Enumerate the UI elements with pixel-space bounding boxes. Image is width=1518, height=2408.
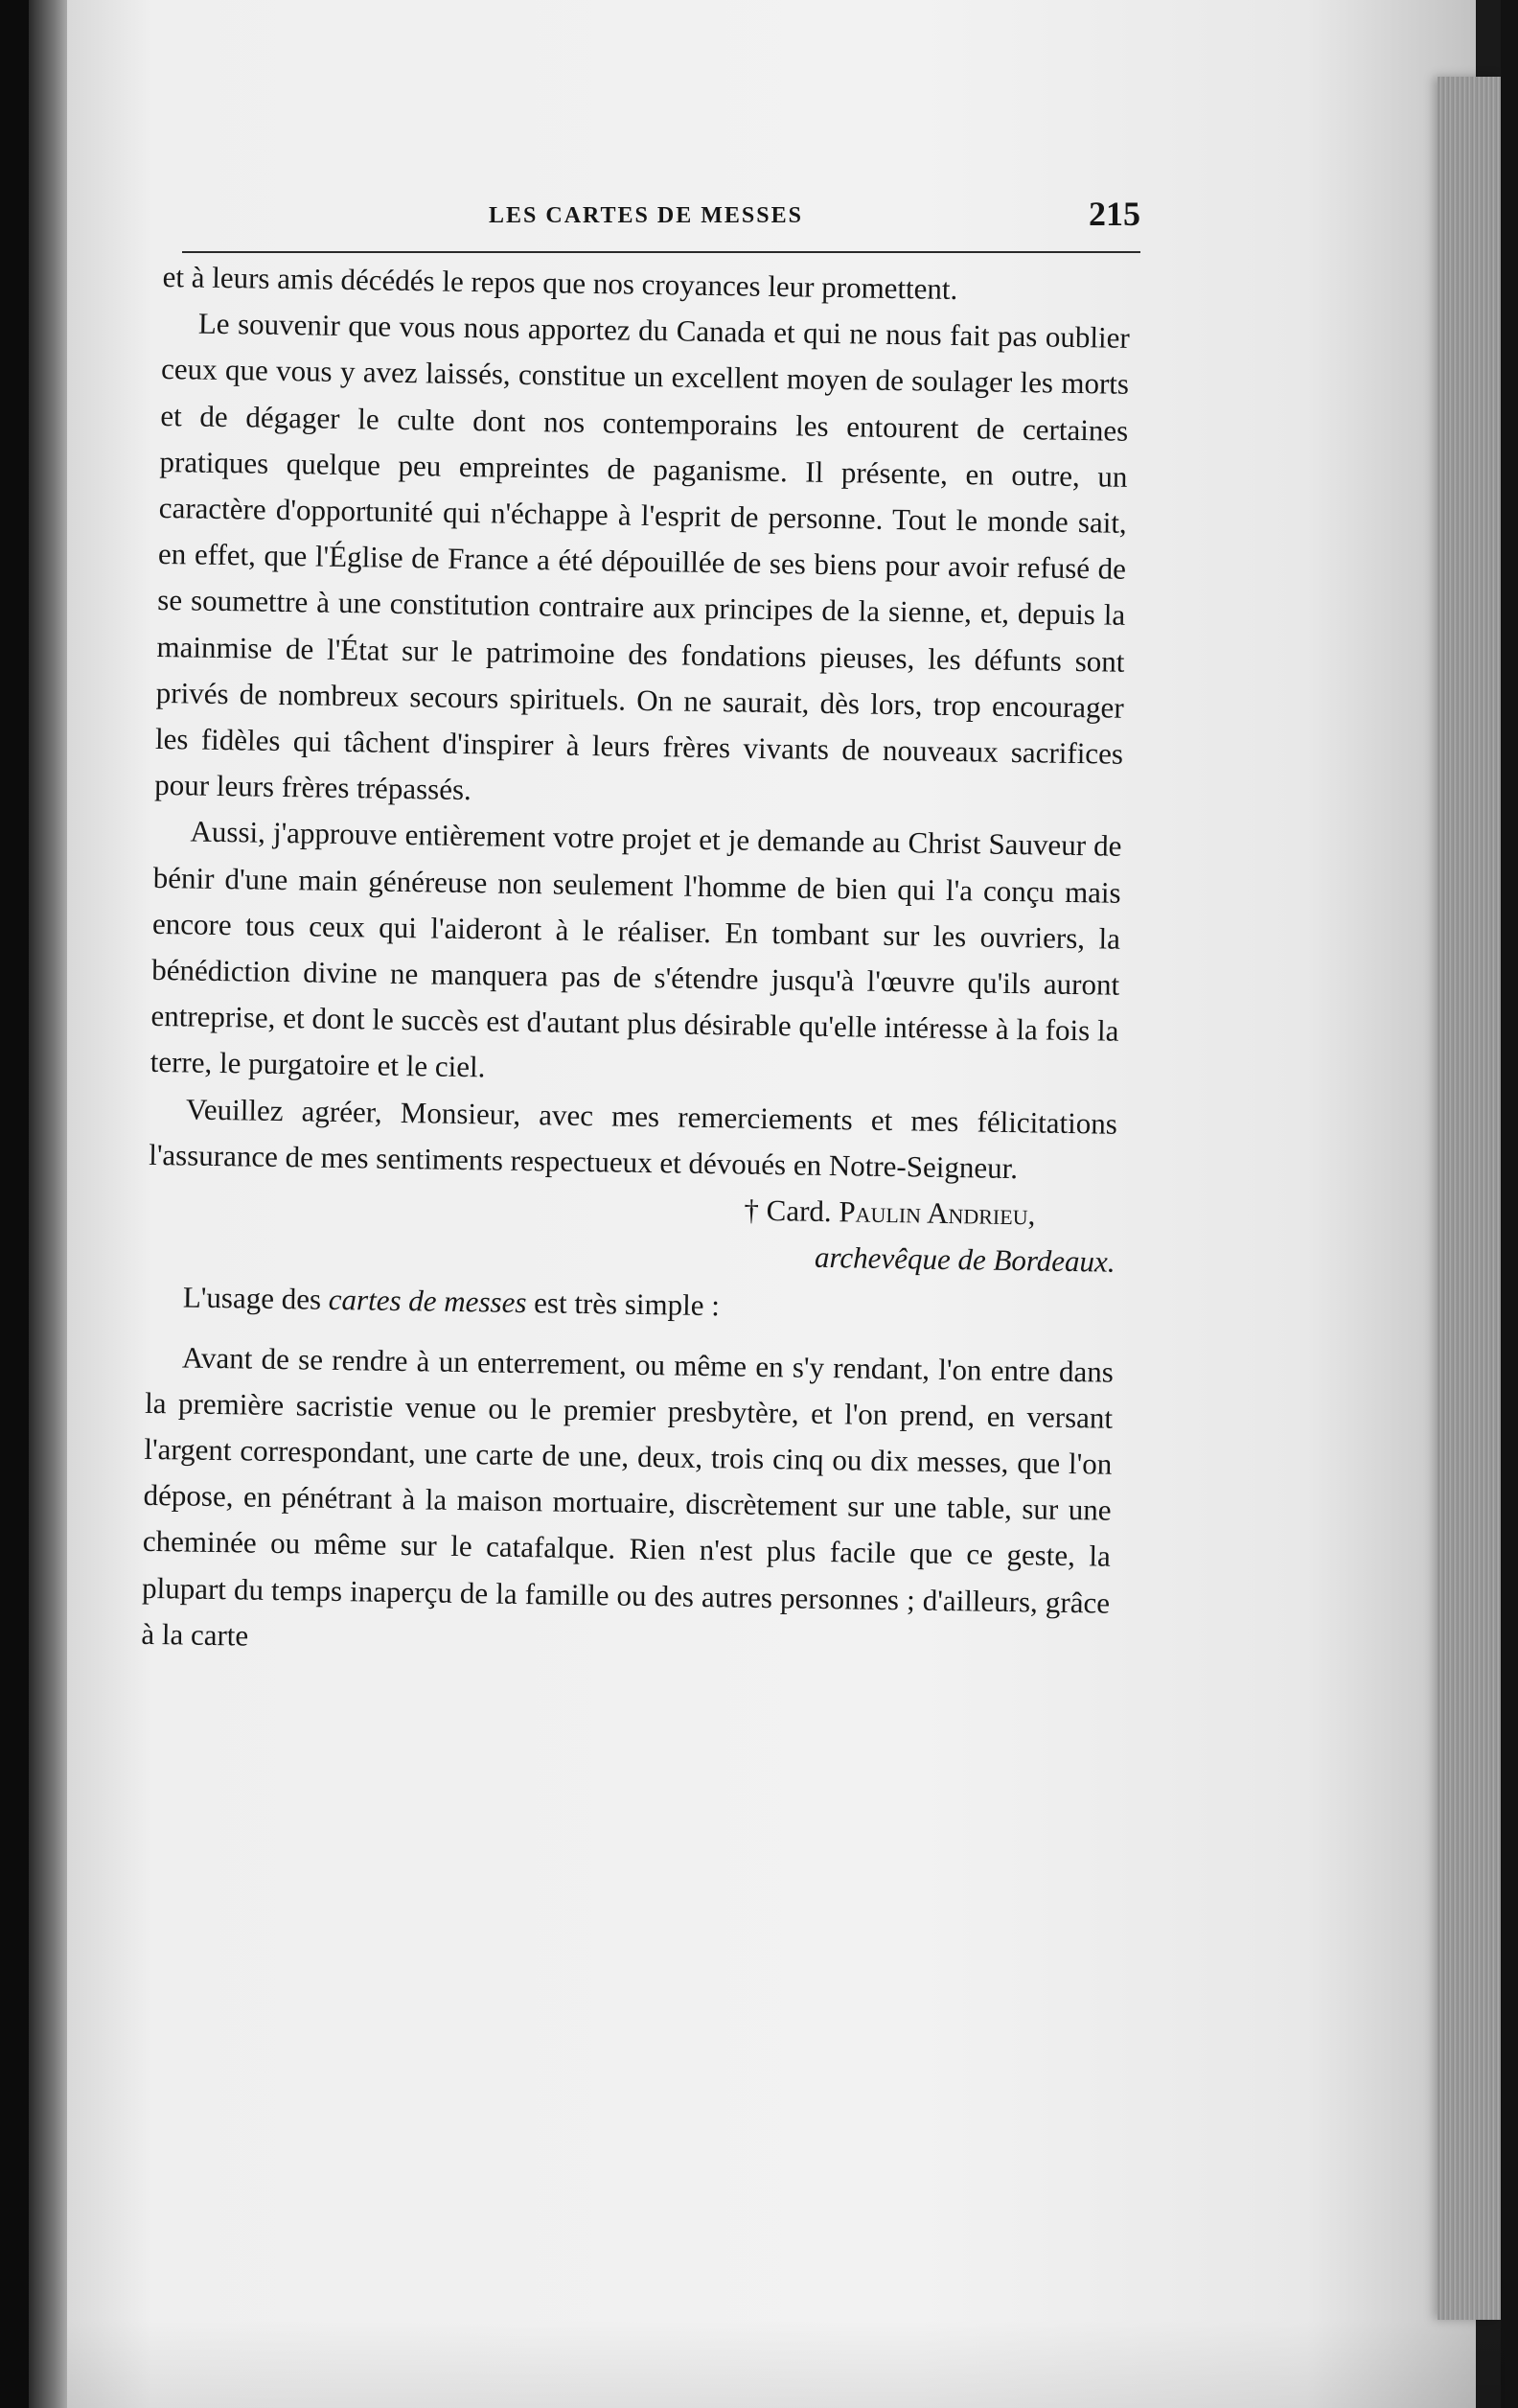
signature-title: archevêque de Bordeaux. (814, 1240, 1116, 1280)
usage-after: est très simple : (526, 1285, 721, 1323)
paragraph-closing: Veuillez agréer, Monsieur, avec mes remerciements et mes félicitations l'assurance de mes sentiments respectueux et dévoués en Notre-Seigneur. (148, 1092, 1118, 1185)
paragraph-souvenir: Le souvenir que vous nous apportez du Canada et qui ne nous fait pas oublier ceux que vous y avez laissés, constitue un excellent moyen de soulager les morts et de dégager le culte dont nos contemporains les entourent de certaines pratiques quelque peu empreintes de paganisme. Il présente, en outre, un caractère d'opportunité qui n'échappe à l'esprit de personne. Tout le monde sait, en effet, que l'Église de France a été dépouillée de ses biens pour avoir refusé de se soumettre à une constitution contraire aux principes de la sienne, et, depuis la mainmise de l'État sur le patrimoine des fondations pieuses, les défunts sont privés de nombreux secours spirituels. On ne saurait, dès lors, trop encourager les fidèles qui tâchent d'inspirer à leurs frères vivants de nouveaux sacrifices pour leurs frères trépassés. (154, 306, 1131, 807)
usage-emphasis: cartes de messes (328, 1283, 527, 1320)
paragraph-approval: Aussi, j'approuve entièrement votre projet et je demande au Christ Sauveur de bénir d'une main généreuse non seulement l'homme de bien qui l'a conçu mais encore tous ceux qui l'aideront à le réaliser. En tombant sur les ouvriers, la bénédiction divine ne manquera pas de s'étendre jusqu'à l'œuvre qu'ils auront entreprise, et dont le succès est d'autant plus désirable qu'elle intéresse à la fois la terre, le purgatoire et le ciel. (150, 814, 1122, 1084)
signature-name: Paulin Andrieu, (839, 1194, 1036, 1232)
page-number: 215 (1089, 195, 1140, 233)
paragraph-procedure: Avant de se rendre à un enterrement, ou même en s'y rendant, l'on entre dans la première sacristie venue ou le premier presbytère, et l'on prend, en versant l'argent correspondant, une carte de une, deux, trois cinq ou dix messes, que l'on dépose, en pénétrant à la maison mortuaire, discrètement sur une table, sur une cheminée ou même sur le catafalque. Rien n'est plus facile que ce geste, la plupart du temps inaperçu de la famille ou des autres personnes ; d'ailleurs, grâce à la carte (141, 1340, 1115, 1653)
background-right (1501, 0, 1518, 2408)
page-bottom-shadow (67, 2320, 1505, 2408)
header-rule (182, 251, 1140, 253)
paragraph-continuation: et à leurs amis décédés le repos que nos croyances leur promettent. (162, 259, 958, 307)
signature-prefix: † Card. (744, 1192, 840, 1229)
binding-left (0, 0, 29, 2408)
signature-block (147, 1178, 1116, 1285)
paragraph-usage (147, 1274, 1116, 1335)
page-edge-stack (1438, 77, 1501, 2320)
page-header (182, 192, 1140, 249)
usage-before: L'usage des (182, 1280, 330, 1317)
running-title: LES CARTES DE MESSES (489, 203, 803, 228)
body-text (141, 254, 1131, 1673)
